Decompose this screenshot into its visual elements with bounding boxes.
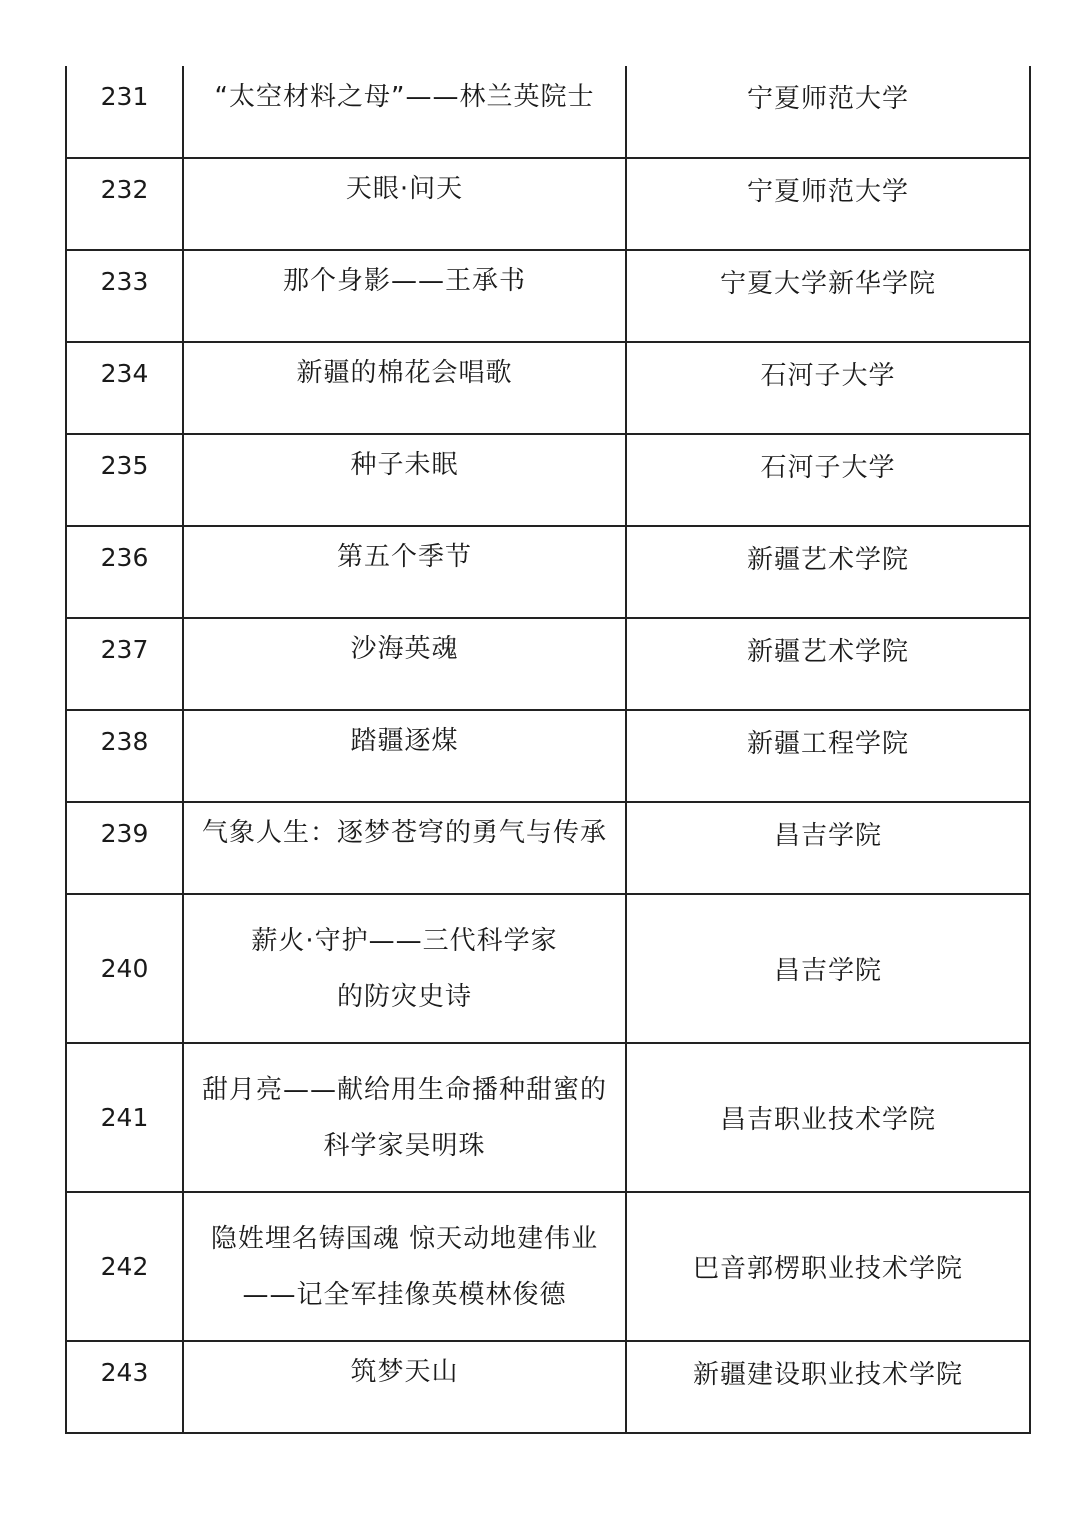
- row-number: 233: [66, 250, 183, 342]
- submitting-institution: 宁夏大学新华学院: [626, 250, 1030, 342]
- submitting-institution: 新疆艺术学院: [626, 618, 1030, 710]
- work-title-line: 沙海英魂: [350, 634, 459, 664]
- works-table: [65, 66, 1031, 1434]
- submitting-institution: 新疆艺术学院: [626, 526, 1030, 618]
- table-row: [66, 66, 1030, 158]
- row-number: 234: [66, 342, 183, 434]
- row-number: 243: [66, 1341, 183, 1433]
- row-number: 239: [66, 802, 183, 894]
- work-title: [183, 894, 626, 1043]
- submitting-institution: 石河子大学: [626, 342, 1030, 434]
- work-title: [183, 342, 626, 434]
- work-title: [183, 1043, 626, 1192]
- work-title-line: 的防灾史诗: [336, 981, 472, 1012]
- table-row: [66, 250, 1030, 342]
- table-row: [66, 1043, 1030, 1192]
- work-title: [183, 802, 626, 894]
- row-number: 237: [66, 618, 183, 710]
- table-row: [66, 434, 1030, 526]
- submitting-institution: 昌吉学院: [626, 894, 1030, 1043]
- table-row: [66, 1341, 1030, 1433]
- work-title: [183, 250, 626, 342]
- submitting-institution: 昌吉职业技术学院: [626, 1043, 1030, 1192]
- work-title-line: 气象人生：逐梦苍穹的勇气与传承: [201, 818, 607, 848]
- work-title-line: 隐姓埋名铸国魂 惊天动地建伟业: [210, 1223, 599, 1254]
- work-title: [183, 526, 626, 618]
- work-title: [183, 618, 626, 710]
- table-row: [66, 526, 1030, 618]
- submitting-institution: 新疆工程学院: [626, 710, 1030, 802]
- submitting-institution: 宁夏师范大学: [626, 66, 1030, 158]
- work-title-line: “太空材料之母”——林兰英院士: [214, 81, 595, 112]
- work-title-line: 踏疆逐煤: [350, 726, 459, 756]
- row-number: 240: [66, 894, 183, 1043]
- table-row: [66, 342, 1030, 434]
- row-number: 236: [66, 526, 183, 618]
- work-title: [183, 710, 626, 802]
- row-number: 238: [66, 710, 183, 802]
- work-title: [183, 66, 626, 158]
- row-number: 241: [66, 1043, 183, 1192]
- row-number: 235: [66, 434, 183, 526]
- table-row: [66, 710, 1030, 802]
- work-title-line: 薪火·守护——三代科学家: [251, 925, 558, 956]
- work-title-line: 那个身影——王承书: [282, 266, 526, 296]
- table-row: [66, 802, 1030, 894]
- row-number: 231: [66, 66, 183, 158]
- work-title-line: 天眼·问天: [345, 174, 464, 204]
- work-title: [183, 158, 626, 250]
- table-row: [66, 1192, 1030, 1341]
- work-title-line: 筑梦天山: [350, 1357, 459, 1387]
- work-title: [183, 1192, 626, 1341]
- submitting-institution: 昌吉学院: [626, 802, 1030, 894]
- work-title-line: ——记全军挂像英模林俊德: [242, 1279, 567, 1310]
- table-row: [66, 158, 1030, 250]
- work-title-line: 第五个季节: [336, 542, 472, 572]
- work-title-line: 甜月亮——献给用生命播种甜蜜的: [201, 1074, 607, 1105]
- submitting-institution: 石河子大学: [626, 434, 1030, 526]
- submitting-institution: 宁夏师范大学: [626, 158, 1030, 250]
- submitting-institution: 巴音郭楞职业技术学院: [626, 1192, 1030, 1341]
- work-title-line: 新疆的棉花会唱歌: [296, 358, 513, 388]
- table-row: [66, 618, 1030, 710]
- work-title-line: 科学家吴明珠: [323, 1130, 486, 1161]
- row-number: 232: [66, 158, 183, 250]
- work-title: [183, 434, 626, 526]
- submitting-institution: 新疆建设职业技术学院: [626, 1341, 1030, 1433]
- table-row: [66, 894, 1030, 1043]
- table-body: [66, 66, 1030, 1433]
- row-number: 242: [66, 1192, 183, 1341]
- work-title-line: 种子未眠: [350, 450, 459, 480]
- work-title: [183, 1341, 626, 1433]
